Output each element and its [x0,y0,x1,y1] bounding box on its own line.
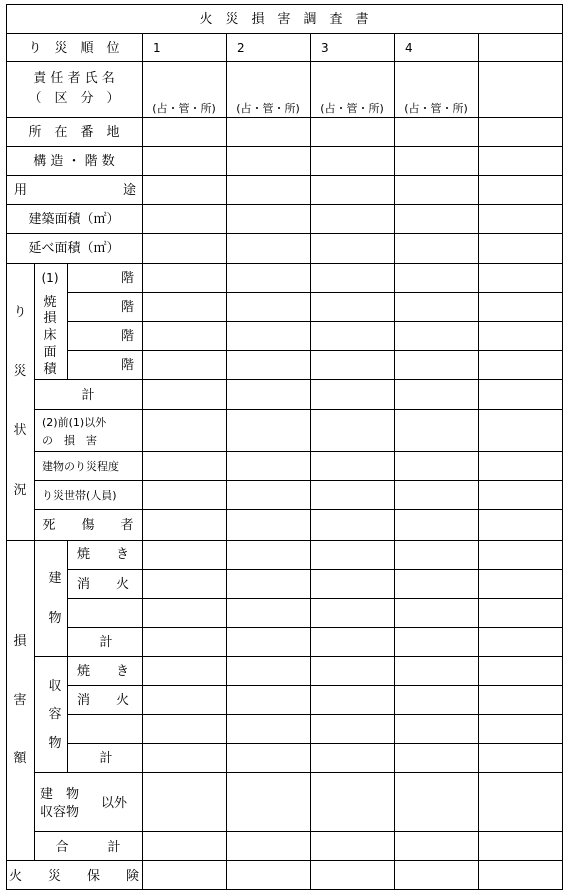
amount-group-char-1: 損 [13,634,27,649]
status-group-char-4: 況 [13,483,27,498]
building-extinguish-label: 消 火 [77,577,130,592]
contents-extinguish-label: 消 火 [77,693,130,708]
category-note-3: (占・管・所) [320,102,384,115]
contents-subtotal-label: 計 [99,751,113,766]
burned-area-char-1: 焼 [43,295,57,310]
building-subtotal-label: 計 [99,635,113,650]
address-label: 所 在 番 地 [28,125,120,140]
other-label-line2: 収容物 [40,805,80,820]
category-note-1: (占・管・所) [152,102,216,115]
contents-burn-label: 焼 き [77,664,130,679]
building-label-char-2: 物 [48,611,62,626]
column-3-header: 3 [321,41,329,55]
rank-header-label: り 災 順 位 [28,41,120,56]
use-label-left: 用 [14,183,28,198]
building-area-label: 建築面積（㎡） [28,212,120,227]
item1-label: (1) [41,271,59,285]
status-subtotal-label: 計 [81,388,95,403]
amount-group-char-2: 害 [13,693,27,708]
amount-group-char-3: 額 [13,751,27,766]
form-title: 火 災 損 害 調 査 書 [199,12,369,27]
casualties-label: 死 傷 者 [42,518,134,533]
fire-insurance-label: 火 災 保 険 [8,869,140,884]
category-note-4: (占・管・所) [404,102,468,115]
column-2-header: 2 [237,41,245,55]
column-1-header: 1 [153,41,161,55]
building-label-char-1: 建 [48,571,62,586]
building-burn-label: 焼 き [77,547,130,562]
other-label-suffix: 以外 [101,796,128,811]
column-4-header: 4 [405,41,413,55]
status-group-char-2: 災 [13,364,27,379]
burned-area-char-3: 床 [43,328,57,343]
households-label: り災世帯(人員) [42,489,117,502]
building-degree-label: 建物のり災程度 [42,460,119,473]
structure-label: 構 造 ・ 階 数 [33,154,115,169]
responsible-label-line2: （ 区 分 ） [28,91,120,106]
item2-label-line1: (2)前(1)以外 [42,416,107,429]
floor-label-2: 階 [120,300,134,315]
use-label-right: 途 [122,183,136,198]
status-group-char-3: 状 [13,423,27,438]
floor-label-4: 階 [120,358,134,373]
total-floor-area-label: 延べ面積（㎡） [28,241,120,256]
status-group-char-1: り [13,305,27,320]
burned-area-char-4: 面 [43,345,57,360]
grand-total-label: 合 計 [55,840,121,855]
floor-label-3: 階 [120,329,134,344]
category-note-2: (占・管・所) [236,102,300,115]
other-label-line1: 建 物 [40,787,80,802]
item2-label-line2: の 損 害 [42,434,97,447]
responsible-label-line1: 責 任 者 氏 名 [33,71,115,86]
floor-label-1: 階 [120,271,134,286]
contents-label-char-1: 収 [48,679,62,694]
contents-label-char-2: 容 [48,707,62,722]
burned-area-char-2: 損 [43,311,57,326]
contents-label-char-3: 物 [48,736,62,751]
burned-area-char-5: 積 [43,362,57,377]
